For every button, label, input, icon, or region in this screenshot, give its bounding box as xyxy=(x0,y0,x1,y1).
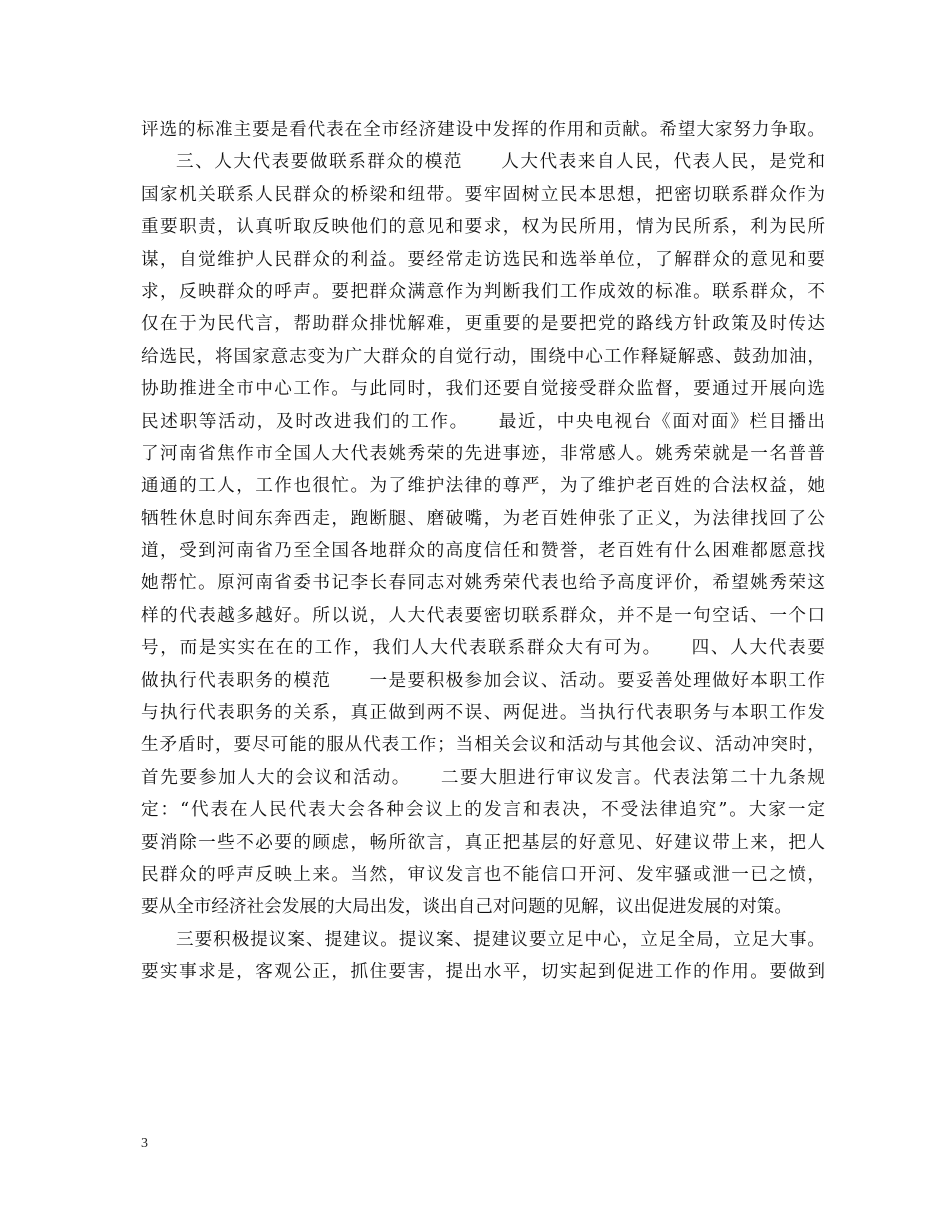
text-line: 号，而是实实在在的工作，我们人大代表联系群众大有可为。 四、人大代表要 xyxy=(141,638,825,659)
text-line: 牺牲休息时间东奔西走，跑断腿、磨破嘴，为老百姓伸张了正义，为法律找回了公 xyxy=(141,508,825,529)
text-line: 做执行代表职务的模范 一是要积极参加会议、活动。要妥善处理做好本职工作 xyxy=(141,670,825,691)
text-line: 样的代表越多越好。所以说，人大代表要密切联系群众，并不是一句空话、一个口 xyxy=(141,605,825,626)
text-line: 首先要参加人大的会议和活动。 二要大胆进行审议发言。代表法第二十九条规 xyxy=(141,767,825,788)
text-line: 了河南省焦作市全国人大代表姚秀荣的先进事迹，非常感人。姚秀荣就是一名普普 xyxy=(141,443,825,464)
text-line: 求，反映群众的呼声。要把群众满意作为判断我们工作成效的标准。联系群众，不 xyxy=(141,281,825,302)
text-line: 重要职责，认真听取反映他们的意见和要求，权为民所用，情为民所系，利为民所 xyxy=(141,217,825,238)
text-line: 要从全市经济社会发展的大局出发，谈出自己对问题的见解，议出促进发展的对策。 xyxy=(141,897,792,918)
text-line: 三、人大代表要做联系群众的模范 人大代表来自人民，代表人民，是党和 xyxy=(176,152,825,173)
text-line: 民群众的呼声反映上来。当然，审议发言也不能信口开河、发牢骚或泄一已之愤， xyxy=(141,864,825,885)
text-line: 协助推进全市中心工作。与此同时，我们还要自觉接受群众监督，要通过开展向选 xyxy=(141,379,825,400)
text-line: 要实事求是，客观公正，抓住要害，提出水平，切实起到促进工作的作用。要做到 xyxy=(141,962,825,983)
text-line: 她帮忙。原河南省委书记李长春同志对姚秀荣代表也给予高度评价，希望姚秀荣这 xyxy=(141,573,825,594)
text-line: 国家机关联系人民群众的桥梁和纽带。要牢固树立民本思想，把密切联系群众作为 xyxy=(141,184,825,205)
text-line: 要消除一些不必要的顾虑，畅所欲言，真正把基层的好意见、好建议带上来，把人 xyxy=(141,832,825,853)
text-line: 民述职等活动，及时改进我们的工作。 最近，中央电视台《面对面》栏目播出 xyxy=(141,411,825,432)
text-line: 仅在于为民代言，帮助群众排忧解难，更重要的是要把党的路线方针政策及时传达 xyxy=(141,314,825,335)
text-line: 通通的工人，工作也很忙。为了维护法律的尊严，为了维护老百姓的合法权益，她 xyxy=(141,476,825,497)
page-number: 3 xyxy=(141,1136,148,1151)
text-line: 三要积极提议案、提建议。提议案、提建议要立足中心，立足全局，立足大事。 xyxy=(176,929,825,950)
text-line: 道，受到河南省乃至全国各地群众的高度信任和赞誉，老百姓有什么困难都愿意找 xyxy=(141,541,825,562)
text-line: 给选民，将国家意志变为广大群众的自觉行动，围绕中心工作释疑解惑、鼓劲加油， xyxy=(141,346,825,367)
body-text xyxy=(141,114,825,989)
text-line: 谋，自觉维护人民群众的利益。要经常走访选民和选举单位，了解群众的意见和要 xyxy=(141,249,825,270)
text-line: 评选的标准主要是看代表在全市经济建设中发挥的作用和贡献。希望大家努力争取。 xyxy=(141,120,825,140)
text-line: 生矛盾时，要尽可能的服从代表工作；当相关会议和活动与其他会议、活动冲突时， xyxy=(141,735,825,756)
text-line: 与执行代表职务的关系，真正做到两不误、两促进。当执行代表职务与本职工作发 xyxy=(141,703,825,724)
text-line: 定：“代表在人民代表大会各种会议上的发言和表决，不受法律追究”。大家一定 xyxy=(141,800,825,821)
